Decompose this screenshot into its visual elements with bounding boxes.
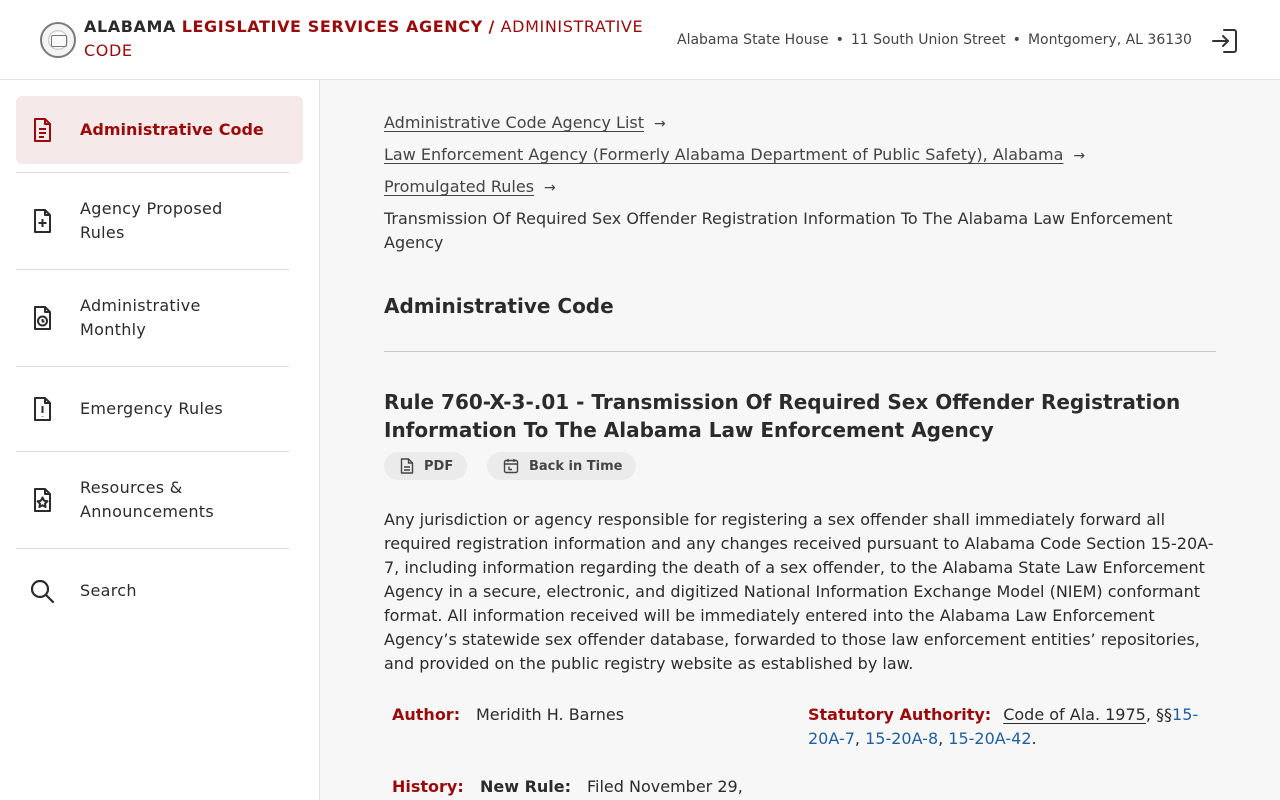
search-icon <box>28 577 56 605</box>
statute-link[interactable]: 15-20A-42 <box>948 729 1032 748</box>
file-plus-icon <box>28 207 56 235</box>
address-separator: • <box>835 32 844 48</box>
brand-section: ADMINISTRATIVE CODE <box>84 17 644 60</box>
file-star-icon <box>28 486 56 514</box>
brand-separator: / <box>488 17 495 36</box>
breadcrumb-link-promulgated-rules[interactable]: Promulgated Rules <box>384 177 535 196</box>
code-of-alabama-link[interactable]: Code of Ala. 1975 <box>1003 705 1146 724</box>
address-city: Montgomery, AL 36130 <box>1027 32 1192 48</box>
section-divider <box>384 351 1216 352</box>
address-building: Alabama State House <box>677 32 829 48</box>
brand-agency: LEGISLATIVE SERVICES AGENCY <box>181 17 483 36</box>
pdf-file-icon <box>400 458 414 474</box>
header-address <box>677 30 1192 50</box>
pdf-button-label: PDF <box>424 458 454 474</box>
file-clock-icon <box>28 304 56 332</box>
history-new-rule-label: New Rule: <box>480 777 572 796</box>
breadcrumb-item <box>384 111 666 136</box>
sections-prefix: , §§ <box>1145 705 1173 724</box>
address-separator: • <box>1012 32 1021 48</box>
pdf-button[interactable] <box>384 452 467 480</box>
sidebar-item-resources-announcements[interactable] <box>16 452 289 548</box>
site-brand[interactable] <box>84 15 674 63</box>
rule-title: Rule 760-X-3-.01 - Transmission Of Required Sex Offender Registration Information To The Alabama Law Enforcement Agency <box>384 390 1181 442</box>
brand-state: ALABAMA <box>84 17 177 36</box>
state-seal-logo[interactable] <box>40 22 76 58</box>
sidebar-item-administrative-monthly[interactable] <box>16 270 289 366</box>
statutory-authority-label: Statutory Authority: <box>808 705 992 724</box>
history-text: Filed November 29, <box>587 777 743 796</box>
back-in-time-button[interactable] <box>487 452 636 480</box>
address-street: 11 South Union Street <box>850 32 1006 48</box>
sidebar-item-label: Resources & Announcements <box>80 478 215 521</box>
rule-body: Any jurisdiction or agency responsible for registering a sex offender shall immediately forward all required registration information and any changes received pursuant to Alabama Code Section 15-20A-7, including information regarding the death of a sex offender, to the Alabama State Law Enforcement Agency in a secure, electronic, and digitized National Information Exchange Model (NIEM) conformant format. All information received will be immediately entered into the Alabama Law Enforcement Agency’s statewide sex offender database, forwarded to those law enforcement entities’ repositories, and provided on the public registry website as established by law. <box>384 510 1214 673</box>
back-in-time-label: Back in Time <box>529 458 623 474</box>
document-icon <box>28 116 56 144</box>
author-value: Meridith H. Barnes <box>476 705 625 724</box>
sidebar-item-label: Administrative Monthly <box>80 296 201 339</box>
site-header <box>0 0 1280 80</box>
sidebar-item-label: Search <box>80 581 137 600</box>
arrow-right-icon: → <box>1073 148 1086 164</box>
statute-link[interactable]: 15-20A-7 <box>808 705 1199 748</box>
login-button[interactable] <box>1210 26 1240 56</box>
breadcrumb-current: Transmission Of Required Sex Offender Registration Information To The Alabama Law Enforcement Agency <box>384 209 1173 252</box>
sidebar-nav <box>0 80 320 800</box>
calendar-icon <box>503 458 519 474</box>
section-title: Administrative Code <box>384 294 614 318</box>
sidebar-item-agency-proposed-rules[interactable] <box>16 173 289 269</box>
statute-link[interactable]: 15-20A-8 <box>865 729 939 748</box>
sidebar-item-label: Emergency Rules <box>80 399 223 418</box>
sidebar-item-emergency-rules[interactable] <box>16 367 289 451</box>
breadcrumb-item <box>384 175 556 200</box>
file-alert-icon <box>28 395 56 423</box>
sidebar-item-search[interactable] <box>16 549 289 633</box>
sidebar-item-administrative-code[interactable] <box>16 96 303 164</box>
author-label: Author: <box>392 705 461 724</box>
login-icon <box>1210 26 1240 56</box>
arrow-right-icon: → <box>544 180 556 196</box>
arrow-right-icon: → <box>654 116 666 132</box>
sidebar-item-label: Administrative Code <box>80 120 264 139</box>
breadcrumb-item <box>384 143 1085 168</box>
history-label: History: <box>392 777 464 796</box>
statutory-authority: Statutory Authority: Code of Ala. 1975, §§15-20A-7, 15-20A-8, 15-20A-42. <box>808 705 1199 748</box>
breadcrumb-link-agency-list[interactable]: Administrative Code Agency List <box>384 113 644 132</box>
breadcrumb-link-agency[interactable]: Law Enforcement Agency (Formerly Alabama Department of Public Safety), Alabama <box>384 145 1064 164</box>
sidebar-item-label: Agency Proposed Rules <box>80 199 223 242</box>
